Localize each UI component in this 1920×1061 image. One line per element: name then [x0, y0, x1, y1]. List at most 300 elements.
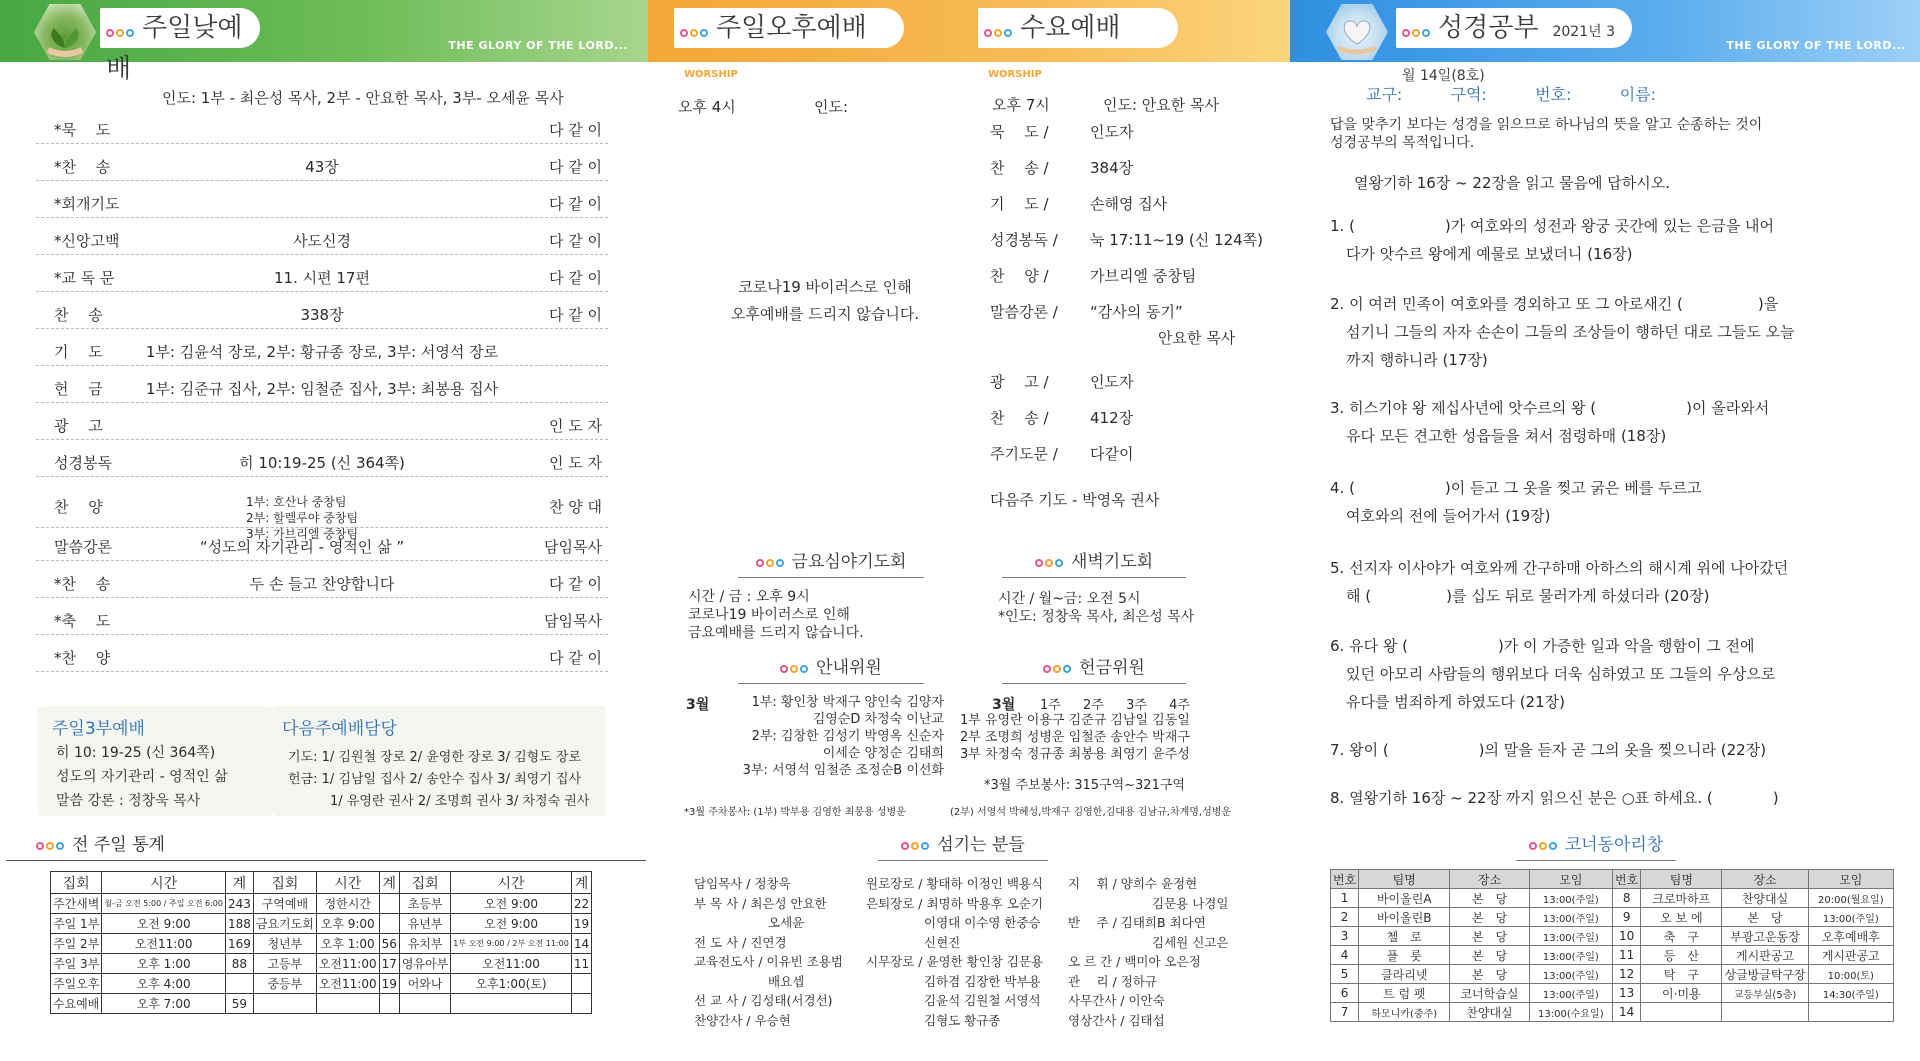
club-cell: 코너학습실 — [1450, 984, 1529, 1003]
choir-item: 2부: 할렐루야 중창팀 — [246, 511, 359, 525]
club-cell: 등 산 — [1641, 946, 1722, 965]
question-line: 3. 히스기야 왕 제십사년에 앗수르의 왕 ( )이 올라와서 — [1330, 399, 1770, 417]
question-line: 1. ( )가 여호와의 성전과 왕궁 곳간에 있는 은금을 내어 — [1330, 217, 1774, 235]
club-cell: 13:00(주일) — [1529, 889, 1612, 908]
question-item — [1330, 290, 1890, 374]
serving-line: 교육전도사 / 이유빈 조용범 — [694, 954, 843, 969]
wed-order-label: 주기도문 / — [990, 445, 1058, 463]
order-label: *묵 도 — [54, 121, 111, 139]
serving-col-3 — [1068, 874, 1228, 1030]
serving-line: 은퇴장로 / 최명하 박용후 오순기 — [866, 895, 1044, 911]
stats-cell: 14 — [571, 934, 591, 954]
club-cell: 번호 — [1613, 870, 1641, 889]
club-cell: 14:30(주일) — [1808, 984, 1893, 1003]
serving-col-2 — [866, 874, 1043, 1030]
stats-cell — [399, 994, 450, 1014]
club-cell: 3 — [1331, 927, 1359, 946]
order-label: *신앙고백 — [54, 232, 120, 250]
club-cell: 교등부실(5층) — [1722, 984, 1808, 1003]
third-service-preacher: 말씀 강론 : 정창욱 목사 — [56, 793, 201, 809]
serving-line: 배요셉 — [768, 973, 805, 989]
club-cell: 13:00(주일) — [1529, 946, 1612, 965]
stats-cell — [571, 994, 591, 1014]
club-cell: 20:00(월요일) — [1808, 889, 1893, 908]
bible-eng-caption: THE GLORY OF THE LORD... — [1726, 39, 1906, 52]
club-cell: 본 당 — [1450, 908, 1529, 927]
order-leader: 다 같 이 — [548, 575, 602, 593]
order-leader: 찬 양 대 — [548, 498, 602, 516]
club-cell: 모임 — [1808, 870, 1893, 889]
friday-info: 시간 / 금 : 오후 9시 코로나19 바이러스로 인해 금요예배를 드리지 않습니다. — [688, 589, 864, 641]
club-row — [1331, 889, 1894, 908]
afternoon-header — [648, 0, 1290, 80]
stats-cell: 오전11:00 — [316, 974, 379, 994]
club-cell: 부광고운동장 — [1722, 927, 1808, 946]
wed-order-label: 기 도 / — [990, 195, 1049, 213]
club-row — [1331, 1003, 1894, 1022]
order-row — [36, 188, 608, 218]
sunday-title: 주일낮예배 — [100, 8, 260, 48]
stats-cell: 59 — [225, 994, 253, 1014]
serving-line: 반 주 / 김태희B 최다연 — [1068, 915, 1206, 930]
wed-order-value: 인도자 — [1090, 373, 1134, 391]
stats-cell — [379, 994, 399, 1014]
stats-cell: 19 — [379, 974, 399, 994]
stats-cell: 주일 1부 — [51, 914, 102, 934]
serving-line: 김문용 나경일 — [1152, 895, 1229, 911]
order-row — [36, 373, 608, 403]
serving-line: 원로장로 / 황태하 이정인 백용식 — [866, 876, 1044, 891]
order-leader: 다 같 이 — [548, 232, 602, 250]
dawn-title: 새벽기도회 — [1002, 547, 1186, 572]
wed-order-label: 성경봉독 / — [990, 231, 1058, 249]
order-leader: 다 같 이 — [548, 269, 602, 287]
stats-cell: 오전11:00 — [102, 934, 226, 954]
offering-note: (2부) 서영석 박혜성,박재구 김영한,김대용 김남규,차계명,성병운 — [950, 807, 1232, 818]
club-row — [1331, 908, 1894, 927]
district-field[interactable]: 교구: — [1366, 85, 1403, 104]
wed-order-value: 눅 17:11~19 (신 124쪽) — [1090, 231, 1263, 249]
stats-cell: 11 — [571, 954, 591, 974]
third-service-verse: 히 10: 19-25 (신 364쪽) — [56, 745, 216, 761]
bullet-dots-icon — [756, 552, 786, 572]
order-label: 찬 양 — [54, 498, 103, 516]
stats-cell: 정한시간 — [316, 894, 379, 914]
club-cell: 본 당 — [1450, 927, 1529, 946]
order-label: *찬 송 — [54, 575, 111, 593]
stats-cell: 유치부 — [399, 934, 450, 954]
club-cell: 6 — [1331, 984, 1359, 1003]
order-content: 사도신경 — [293, 232, 351, 250]
club-cell: 12 — [1613, 965, 1641, 984]
serving-line: 김하겸 김장한 박부용 — [924, 973, 1041, 989]
club-cell: 찬양대실 — [1450, 1003, 1529, 1022]
club-cell: 10 — [1613, 927, 1641, 946]
club-cell: 1 — [1331, 889, 1359, 908]
ushers-note: *3월 주차봉사: (1부) 박부용 김영한 최봉용 성병운 — [684, 807, 906, 818]
order-content: 1부: 김윤석 장로, 2부: 황규종 장로, 3부: 서영석 장로 — [145, 343, 499, 361]
club-cell — [1641, 1003, 1722, 1022]
offering-month: 3월 — [992, 697, 1016, 713]
club-cell: 10:00(토) — [1808, 965, 1893, 984]
bullet-dots-icon — [1529, 835, 1559, 855]
stats-cell: 오후 1:00 — [102, 954, 226, 974]
club-cell: 본 당 — [1722, 908, 1808, 927]
stats-cell: 오전11:00 — [451, 954, 572, 974]
stats-cell: 169 — [225, 934, 253, 954]
bullet-dots-icon — [780, 658, 810, 678]
order-leader: 다 같 이 — [548, 121, 602, 139]
bullet-dots-icon — [36, 835, 66, 855]
club-cell: 장소 — [1450, 870, 1529, 889]
order-row — [36, 151, 608, 181]
question-item — [1330, 212, 1890, 268]
stats-cell: 188 — [225, 914, 253, 934]
club-cell: 오 보 에 — [1641, 908, 1722, 927]
order-leader: 다 같 이 — [548, 306, 602, 324]
club-cell: 번호 — [1331, 870, 1359, 889]
club-cell: 게시판공고 — [1722, 946, 1808, 965]
club-cell: 13:00(주일) — [1808, 908, 1893, 927]
stats-cell: 집회 — [253, 872, 316, 894]
question-line: 있던 아모리 사람들의 행위보다 더욱 심하였고 또 그들의 우상으로 — [1346, 665, 1776, 683]
order-leader: 다 같 이 — [548, 649, 602, 667]
club-cell: 14 — [1613, 1003, 1641, 1022]
club-cell: 11 — [1613, 946, 1641, 965]
club-row — [1331, 946, 1894, 965]
stats-cell: 청년부 — [253, 934, 316, 954]
serving-title: 섬기는 분들 — [878, 830, 1048, 855]
stats-cell: 오후 7:00 — [102, 994, 226, 1014]
next-week-offering-2: 1/ 유영란 권사 2/ 조명희 권사 3/ 차정숙 권사 — [330, 794, 590, 809]
stats-cell: 수요예배 — [51, 994, 102, 1014]
stats-cell: 오후1:00(토) — [451, 974, 572, 994]
stats-cell: 19 — [571, 914, 591, 934]
stats-cell: 오전 9:00 — [102, 914, 226, 934]
club-cell: 첼 로 — [1359, 927, 1450, 946]
order-label: *축 도 — [54, 612, 111, 630]
club-cell: 크로마하프 — [1641, 889, 1722, 908]
club-cell: 7 — [1331, 1003, 1359, 1022]
club-cell: 하모니카(중주) — [1359, 1003, 1450, 1022]
wednesday-next-prayer: 다음주 기도 - 박영옥 권사 — [990, 491, 1160, 509]
offering-district: *3월 주보봉사: 315구역~321구역 — [984, 778, 1185, 793]
wed-order-value: 가브리엘 중창팀 — [1090, 267, 1197, 285]
question-line: 까지 행하니라 (17장) — [1346, 351, 1488, 369]
wednesday-preacher: 안요한 목사 — [1158, 329, 1236, 347]
question-line: 섬기니 그들의 자자 손손이 그들의 조상들이 행하던 대로 그들도 오늘 — [1346, 323, 1795, 341]
club-cell: 4 — [1331, 946, 1359, 965]
serving-line: 김윤석 김원철 서영석 — [924, 993, 1041, 1008]
stats-cell — [316, 994, 379, 1014]
club-cell: 바이올린B — [1359, 908, 1450, 927]
club-cell: 바이올린A — [1359, 889, 1450, 908]
stats-cell — [379, 894, 399, 914]
serving-line: 영상간사 / 김태섭 — [1068, 1012, 1165, 1028]
wed-order-value: 손해영 집사 — [1090, 195, 1168, 213]
student-fields — [1366, 82, 1656, 105]
club-cell — [1722, 1003, 1808, 1022]
serving-line: 지 휘 / 양희수 윤정현 — [1068, 876, 1198, 891]
club-cell: 2 — [1331, 908, 1359, 927]
order-content: 1부: 김준규 집사, 2부: 임철준 집사, 3부: 최봉용 집사 — [145, 380, 499, 398]
stats-cell: 오후 4:00 — [102, 974, 226, 994]
offering-title: 헌금위원 — [1002, 653, 1186, 678]
wed-order-value: 412장 — [1090, 409, 1134, 427]
stats-cell: 영유아부 — [399, 954, 450, 974]
afternoon-notice: 코로나19 바이러스로 인해 오후예배를 드리지 않습니다. — [730, 278, 920, 323]
club-cell: 모임 — [1529, 870, 1612, 889]
wed-order-value: 다같이 — [1090, 445, 1134, 463]
serving-line: 담임목사 / 정창욱 — [694, 876, 791, 891]
club-cell: 상글방글탁구장 — [1722, 965, 1808, 984]
question-item — [1330, 394, 1890, 450]
offering-list: 1부 유영란 이용구 김준규 김남일 김동일 2부 조명희 성병운 임철준 송안수 박재구 3부 차정숙 정규종 최봉용 최영기 윤주성 — [960, 713, 1190, 762]
club-cell: 이·미용 — [1641, 984, 1722, 1003]
sunday-header — [0, 0, 648, 84]
order-row — [36, 225, 608, 255]
study-intro: 답을 맞추기 보다는 성경을 읽으므로 하나님의 뜻을 알고 순종하는 것이 성경공부의 목적입니다. — [1330, 117, 1763, 151]
stats-cell: 시간 — [102, 872, 226, 894]
stats-row — [51, 974, 592, 994]
stats-cell: 계 — [571, 872, 591, 894]
order-row — [36, 447, 608, 477]
order-label: 광 고 — [54, 417, 103, 435]
stats-table — [50, 871, 592, 1014]
order-content: “성도의 자기관리 - 영적인 삶 ” — [199, 538, 405, 556]
next-week-offering: 헌금: 1/ 김남일 집사 2/ 송안수 집사 3/ 최영기 집사 — [288, 772, 582, 787]
club-cell — [1808, 1003, 1893, 1022]
stats-cell: 초등부 — [399, 894, 450, 914]
club-cell: 8 — [1613, 889, 1641, 908]
stats-cell: 주일 2부 — [51, 934, 102, 954]
serving-line: 관 리 / 정하규 — [1068, 973, 1158, 989]
stats-cell — [451, 994, 572, 1014]
wednesday-eng: WORSHIP — [988, 68, 1042, 80]
order-label: 헌 금 — [54, 380, 103, 398]
stats-cell: 주일오후 — [51, 974, 102, 994]
wed-order-label: 찬 송 / — [990, 159, 1049, 177]
friday-title: 금요심야기도회 — [738, 547, 924, 572]
order-row — [36, 605, 608, 635]
stats-cell: 오전11:00 — [316, 954, 379, 974]
order-label: 말씀강론 — [54, 538, 112, 556]
question-item — [1330, 474, 1890, 530]
club-cell: 게시판공고 — [1808, 946, 1893, 965]
afternoon-time: 오후 4시 — [678, 98, 736, 116]
stats-cell: 고등부 — [253, 954, 316, 974]
stats-cell: 계 — [379, 872, 399, 894]
wednesday-title: 수요예배WORSHIP — [978, 8, 1178, 48]
wednesday-time: 오후 7시 — [992, 96, 1050, 114]
club-cell: 13:00(주일) — [1529, 927, 1612, 946]
order-leader: 담임목사 — [544, 538, 602, 556]
offering-weeks: 1주 2주 3주 4주 — [1040, 698, 1190, 713]
order-leader: 담임목사 — [544, 612, 602, 630]
question-line: 다가 앗수르 왕에게 예물로 보냈더니 (16장) — [1346, 245, 1633, 263]
serving-line: 오세윤 — [768, 915, 805, 930]
club-cell: 플 룻 — [1359, 946, 1450, 965]
stats-cell: 오후 9:00 — [316, 914, 379, 934]
club-cell: 축 구 — [1641, 927, 1722, 946]
stats-cell — [253, 994, 316, 1014]
choir-item: 1부: 호산나 중창팀 — [246, 495, 347, 509]
stats-cell: 어와나 — [399, 974, 450, 994]
order-label: *찬 양 — [54, 649, 111, 667]
bullet-dots-icon — [984, 9, 1014, 49]
stats-cell — [571, 974, 591, 994]
group-field[interactable]: 구역: — [1450, 85, 1487, 104]
name-field[interactable]: 이름: — [1619, 85, 1656, 104]
plant-hands-icon — [34, 4, 96, 60]
sunday-leaders: 인도: 1부 - 최은성 목사, 2부 - 안요한 목사, 3부- 오세윤 목사 — [162, 89, 564, 107]
order-label: 성경봉독 — [54, 454, 112, 472]
wed-order-value: 인도자 — [1090, 123, 1134, 141]
question-line: 4. ( )이 듣고 그 옷을 찢고 굵은 베를 두르고 — [1330, 479, 1702, 497]
third-service-sermon: 성도의 자기관리 - 영적인 삶 — [56, 769, 228, 785]
stats-cell: 88 — [225, 954, 253, 974]
order-row — [36, 410, 608, 440]
wed-order-value: 384장 — [1090, 159, 1134, 177]
club-cell: 본 당 — [1450, 889, 1529, 908]
bullet-dots-icon — [106, 9, 136, 49]
stats-row — [51, 934, 592, 954]
afternoon-leader: 인도: — [814, 98, 849, 116]
stats-cell: 오후 1:00 — [316, 934, 379, 954]
club-cell: 찬양대실 — [1722, 889, 1808, 908]
stats-cell: 주일 3부 — [51, 954, 102, 974]
order-label: *회개기도 — [54, 195, 120, 213]
serving-line: 김세원 신고은 — [1152, 934, 1229, 950]
bible-header — [1290, 0, 1920, 84]
ushers-list: 1부: 황인창 박재구 양인숙 김양자 김영순D 차정숙 이난교 2부: 김창한 김성기 박영옥 신순자 이세순 양정순 김태희 3부: 서영석 임철준 조정순B 이선화 — [742, 695, 944, 778]
bulletin-date: 2021년 3월 14일(8호) — [1402, 24, 1615, 84]
stats-cell: 56 — [379, 934, 399, 954]
order-row — [36, 336, 608, 366]
afternoon-title: 주일오후예배WORSHIP — [674, 8, 904, 48]
order-content: 43장 — [305, 158, 339, 176]
club-row — [1331, 984, 1894, 1003]
sunday-eng-caption: THE GLORY OF THE LORD... — [448, 39, 628, 52]
serving-line: 신현진 — [924, 934, 961, 950]
number-field[interactable]: 번호: — [1535, 85, 1572, 104]
serving-line: 부 목 사 / 최은성 안요한 — [694, 895, 827, 911]
stats-row — [51, 954, 592, 974]
order-label: 기 도 — [54, 343, 103, 361]
stats-cell: 중등부 — [253, 974, 316, 994]
sunday-service-panel — [0, 0, 648, 1061]
question-line: 7. 왕이 ( )의 말을 듣자 곧 그의 옷을 찢으니라 (22장) — [1330, 741, 1767, 759]
stats-cell: 집회 — [51, 872, 102, 894]
question-line: 유다를 범죄하게 하였도다 (21장) — [1346, 693, 1565, 711]
order-row — [36, 642, 608, 672]
order-content: 338장 — [300, 306, 344, 324]
stats-cell: 243 — [225, 894, 253, 914]
order-label: *교 독 문 — [54, 269, 115, 287]
question-item — [1330, 784, 1890, 812]
serving-line: 선 교 사 / 김성태(서경선) — [694, 993, 833, 1008]
club-cell: 탁 구 — [1641, 965, 1722, 984]
serving-line: 사무간사 / 이안숙 — [1068, 993, 1165, 1008]
club-cell: 13:00(주일) — [1529, 984, 1612, 1003]
bible-title: 성경공부 2021년 3월 14일(8호) — [1396, 8, 1632, 48]
question-item — [1330, 736, 1890, 764]
order-label: 찬 송 — [54, 306, 103, 324]
question-line: 2. 이 여러 민족이 여호와를 경외하고 또 그 아로새긴 ( )을 — [1330, 295, 1779, 313]
stats-cell: 1부 오전 9:00 / 2부 오전 11:00 — [451, 934, 572, 954]
stats-divider — [6, 860, 646, 861]
ushers-month: 3월 — [686, 697, 710, 713]
order-row — [36, 262, 608, 292]
wed-order-label: 광 고 / — [990, 373, 1049, 391]
next-week-title: 다음주예배담당 — [282, 719, 397, 739]
stats-row — [51, 994, 592, 1014]
stats-cell: 집회 — [399, 872, 450, 894]
wed-order-label: 찬 송 / — [990, 409, 1049, 427]
club-cell: 오후예배후 — [1808, 927, 1893, 946]
stats-cell: 계 — [225, 872, 253, 894]
bullet-dots-icon — [901, 835, 931, 855]
stats-row — [51, 894, 592, 914]
third-service-box — [38, 706, 274, 816]
wed-order-value: “감사의 동기” — [1090, 303, 1183, 321]
stats-cell: 시간 — [451, 872, 572, 894]
question-line: 유다 모든 견고한 성읍들을 쳐서 점령하매 (18장) — [1346, 427, 1667, 445]
bullet-dots-icon — [1035, 552, 1065, 572]
bullet-dots-icon — [1043, 658, 1073, 678]
question-line: 6. 유다 왕 ( )가 이 가증한 일과 악을 행함이 그 전에 — [1330, 637, 1755, 655]
club-cell: 13 — [1613, 984, 1641, 1003]
club-cell: 5 — [1331, 965, 1359, 984]
order-leader: 다 같 이 — [548, 195, 602, 213]
afternoon-eng: WORSHIP — [684, 68, 738, 80]
order-row — [36, 299, 608, 329]
club-cell: 13:00(주일) — [1529, 965, 1612, 984]
club-cell: 본 당 — [1450, 965, 1529, 984]
stats-cell: 오전 9:00 — [451, 914, 572, 934]
order-content: 히 10:19-25 (신 364쪽) — [239, 454, 405, 472]
club-row — [1331, 927, 1894, 946]
stats-cell: 월-금 오전 5:00 / 주일 오전 6:00 — [102, 894, 226, 914]
bullet-dots-icon — [1402, 9, 1432, 49]
stats-cell — [225, 974, 253, 994]
club-cell: 클라리넷 — [1359, 965, 1450, 984]
club-cell: 13:00(주일) — [1529, 908, 1612, 927]
choir-item: 3부: 가브리엘 중창팀 — [246, 527, 359, 541]
serving-line: 오 르 간 / 백미아 오은정 — [1068, 954, 1201, 969]
serving-line: 시무장로 / 윤영한 황인창 김문용 — [866, 954, 1044, 969]
question-item — [1330, 554, 1890, 610]
club-table — [1330, 869, 1894, 1022]
order-label: *찬 송 — [54, 158, 111, 176]
question-line: 해 ( )를 십도 뒤로 물러가게 하셨더라 (20장) — [1346, 587, 1710, 605]
stats-cell: 오전 9:00 — [451, 894, 572, 914]
question-line: 5. 선지자 이사야가 여호와께 간구하매 아하스의 해시계 위에 나아갔던 — [1330, 559, 1789, 577]
ushers-title: 안내위원 — [738, 653, 924, 678]
order-row — [36, 568, 608, 598]
stats-cell — [379, 914, 399, 934]
wed-order-label: 묵 도 / — [990, 123, 1049, 141]
wed-order-label: 말씀강론 / — [990, 303, 1058, 321]
heart-hands-icon — [1326, 4, 1388, 60]
next-week-box — [274, 706, 606, 816]
order-leader: 인 도 자 — [548, 417, 602, 435]
order-leader: 인 도 자 — [548, 454, 602, 472]
question-line: 8. 열왕기하 16장 ~ 22장 까지 읽으신 분은 ○표 하세요. ( ) — [1330, 789, 1779, 807]
dawn-info: 시간 / 월~금: 오전 5시 *인도: 정창욱 목사, 최은성 목사 — [998, 591, 1195, 625]
choir-list — [246, 494, 358, 542]
club-cell: 팀명 — [1641, 870, 1722, 889]
